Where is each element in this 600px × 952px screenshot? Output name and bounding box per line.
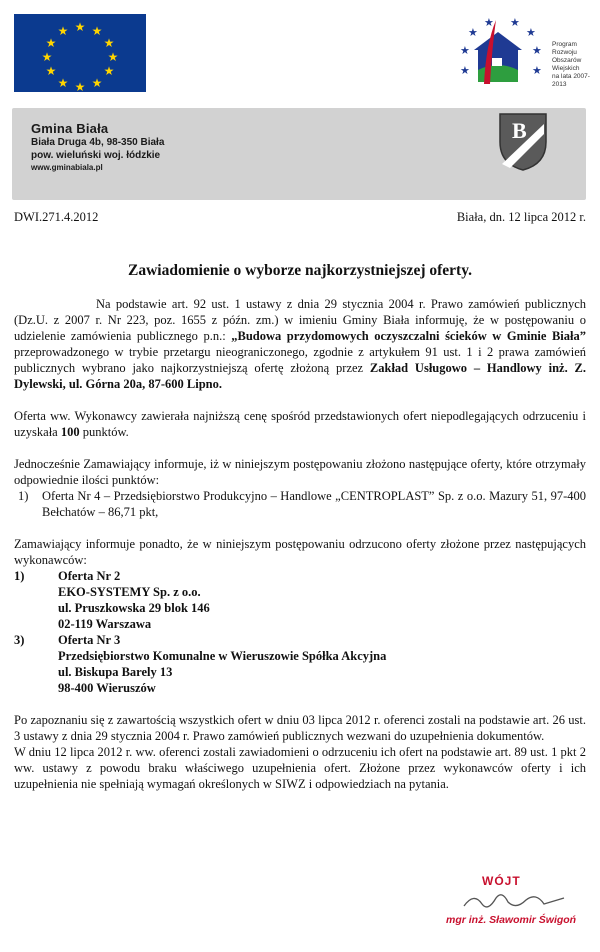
prow-line-1: Program [552, 41, 577, 48]
document-title: Zawiadomienie o wyborze najkorzystniejszej oferty. [128, 262, 472, 279]
eu-flag-icon [14, 14, 146, 92]
signature-block [430, 872, 590, 934]
letterhead-text [31, 121, 164, 174]
document-reference: DWI.271.4.2012 [14, 210, 99, 224]
svg-text:★: ★ [103, 64, 115, 78]
municipality-website: www.gminabiala.pl [31, 163, 103, 172]
paragraph-score-text-1: Oferta ww. Wykonawcy zawierała najniższą cenę spośród przedstawionych ofert niepodlegających odrzuceniu i uzyskała [14, 409, 586, 439]
paragraph-rejected-intro: Zamawiający informuje ponadto, że w niniejszym postępowaniu odrzucono oferty złożone przez następujących wykonawców: [14, 537, 586, 567]
rejected-offer [14, 632, 586, 696]
svg-text:★: ★ [57, 76, 69, 90]
svg-text:★: ★ [74, 80, 86, 92]
rejected-offer-line: ul. Pruszkowska 29 blok 146 [58, 601, 210, 615]
paragraph-decision [14, 296, 586, 392]
winning-contractor: Zakład Usługowo – Handlowy inż. Z. Dylewski, ul. Górna 20a, 87-600 Lipno. [14, 361, 586, 391]
municipality-address: Biała Druga 4b, 98-350 Biała [31, 137, 165, 148]
rejected-offer-line: Oferta Nr 3 [58, 633, 121, 647]
prow-line-5: na lata 2007-2013 [552, 73, 590, 88]
list-item [14, 488, 586, 520]
svg-text:★: ★ [468, 27, 478, 39]
rejected-offer-line: EKO-SYSTEMY Sp. z o.o. [58, 585, 201, 599]
prow-emblem-icon [448, 14, 548, 98]
document-place-date: Biała, dn. 12 lipca 2012 r. [456, 210, 586, 224]
rejected-offer-line: Przedsiębiorstwo Komunalne w Wieruszowie Spółka Akcyjna [58, 649, 387, 663]
paragraph-decision-text-1: Na podstawie art. 92 ust. 1 ustawy z dnia 29 stycznia 2004 r. Prawo zamówień publicznych (Dz.U. z 2007 r. Nr 223, poz. 1655 z późn. zm.) w imieniu Gminy Biała informuję, że w postępowaniu o udzielenie zamówienia publicznego p.n.: [14, 297, 586, 343]
rejected-offer-number: 3) [14, 633, 25, 647]
list-item-text: Oferta Nr 4 – Przedsiębiorstwo Produkcyjno – Handlowe „CENTROPLAST” Sp. z o.o. Mazury 51, 97-400 Bełchatów – 86,71 pkt, [42, 489, 586, 519]
paragraph-score [14, 408, 586, 440]
svg-text:★: ★ [45, 64, 57, 78]
rejected-offer [14, 568, 586, 632]
rejected-offer-line: Oferta Nr 2 [58, 569, 121, 583]
rejected-offer-number: 1) [14, 569, 25, 583]
municipality-region: pow. wieluński woj. łódzkie [31, 150, 161, 161]
rejected-offer-line: 98-400 Wieruszów [58, 681, 156, 695]
paragraph-score-text-2: punktów. [79, 425, 129, 439]
svg-text:★: ★ [532, 45, 542, 57]
svg-text:★: ★ [107, 50, 119, 64]
svg-text:★: ★ [45, 36, 57, 50]
winning-score: 100 [60, 425, 80, 439]
tender-name: „Budowa przydomowych oczyszczalni ścieków w Gminie Biała” [231, 329, 587, 343]
svg-text:★: ★ [460, 65, 470, 77]
svg-text:★: ★ [532, 65, 542, 77]
rejected-offer-line: ul. Biskupa Barely 13 [58, 665, 173, 679]
paragraph-offers-intro: Jednocześnie Zamawiający informuje, iż w niniejszym postępowaniu złożono następujące oferty, które otrzymały odpowiednie ilości punktów: [14, 457, 586, 487]
paragraph-supplement: Po zapoznaniu się z zawartością wszystkich ofert w dniu 03 lipca 2012 r. oferenci zostali na podstawie art. 26 ust. 3 ustawy z dnia 29 stycznia 2004 r. Prawo zamówień publicznych wezwani do uzupełnienia dokumentów. [14, 713, 586, 743]
crest-letter: B [512, 118, 527, 143]
svg-text:★: ★ [74, 20, 86, 34]
prow-logo [448, 14, 596, 98]
svg-text:★: ★ [91, 24, 103, 38]
paragraph-rejection-reason: W dniu 12 lipca 2012 r. ww. oferenci zostali zawiadomieni o odrzuceniu ich ofert na podstawie art. 89 ust. 1 pkt 2 ww. ustawy z powodu braku właściwego uzupełnienia ofert. Złożone przez wykonawców oferty i ich uzupełnienia nie spełniają wymagań określonych w SIWZ i odpowiedziach na pytania. [14, 745, 586, 791]
paragraph-decision-text-2: przeprowadzonego w trybie przetargu nieograniczonego, zgodnie z artykułem 91 ust. 1 i 2 prawa zamówień publicznych wybrano jako najkorzystniejszą ofertę złożoną przez [14, 345, 586, 375]
svg-text:★: ★ [57, 24, 69, 38]
prow-text [552, 41, 596, 89]
rejected-offer-line: 02-119 Warszawa [58, 617, 152, 631]
coat-of-arms-icon [498, 112, 548, 172]
svg-text:★: ★ [510, 17, 520, 29]
signature-title: WÓJT [482, 874, 521, 888]
municipality-name: Gmina Biała [31, 121, 109, 136]
prow-line-2: Rozwoju [552, 49, 577, 56]
signatory-name: mgr inż. Sławomir Świgoń [446, 914, 577, 926]
svg-text:★: ★ [41, 50, 53, 64]
svg-text:★: ★ [484, 17, 494, 29]
svg-text:★: ★ [103, 36, 115, 50]
prow-line-3: Obszarów [552, 57, 582, 64]
document-body [14, 296, 586, 792]
svg-text:★: ★ [526, 27, 536, 39]
prow-line-4: Wiejskich [552, 65, 580, 72]
svg-text:★: ★ [91, 76, 103, 90]
svg-text:★: ★ [460, 45, 470, 57]
handwritten-signature-icon [460, 888, 570, 914]
list-item-number: 1) [18, 489, 29, 503]
